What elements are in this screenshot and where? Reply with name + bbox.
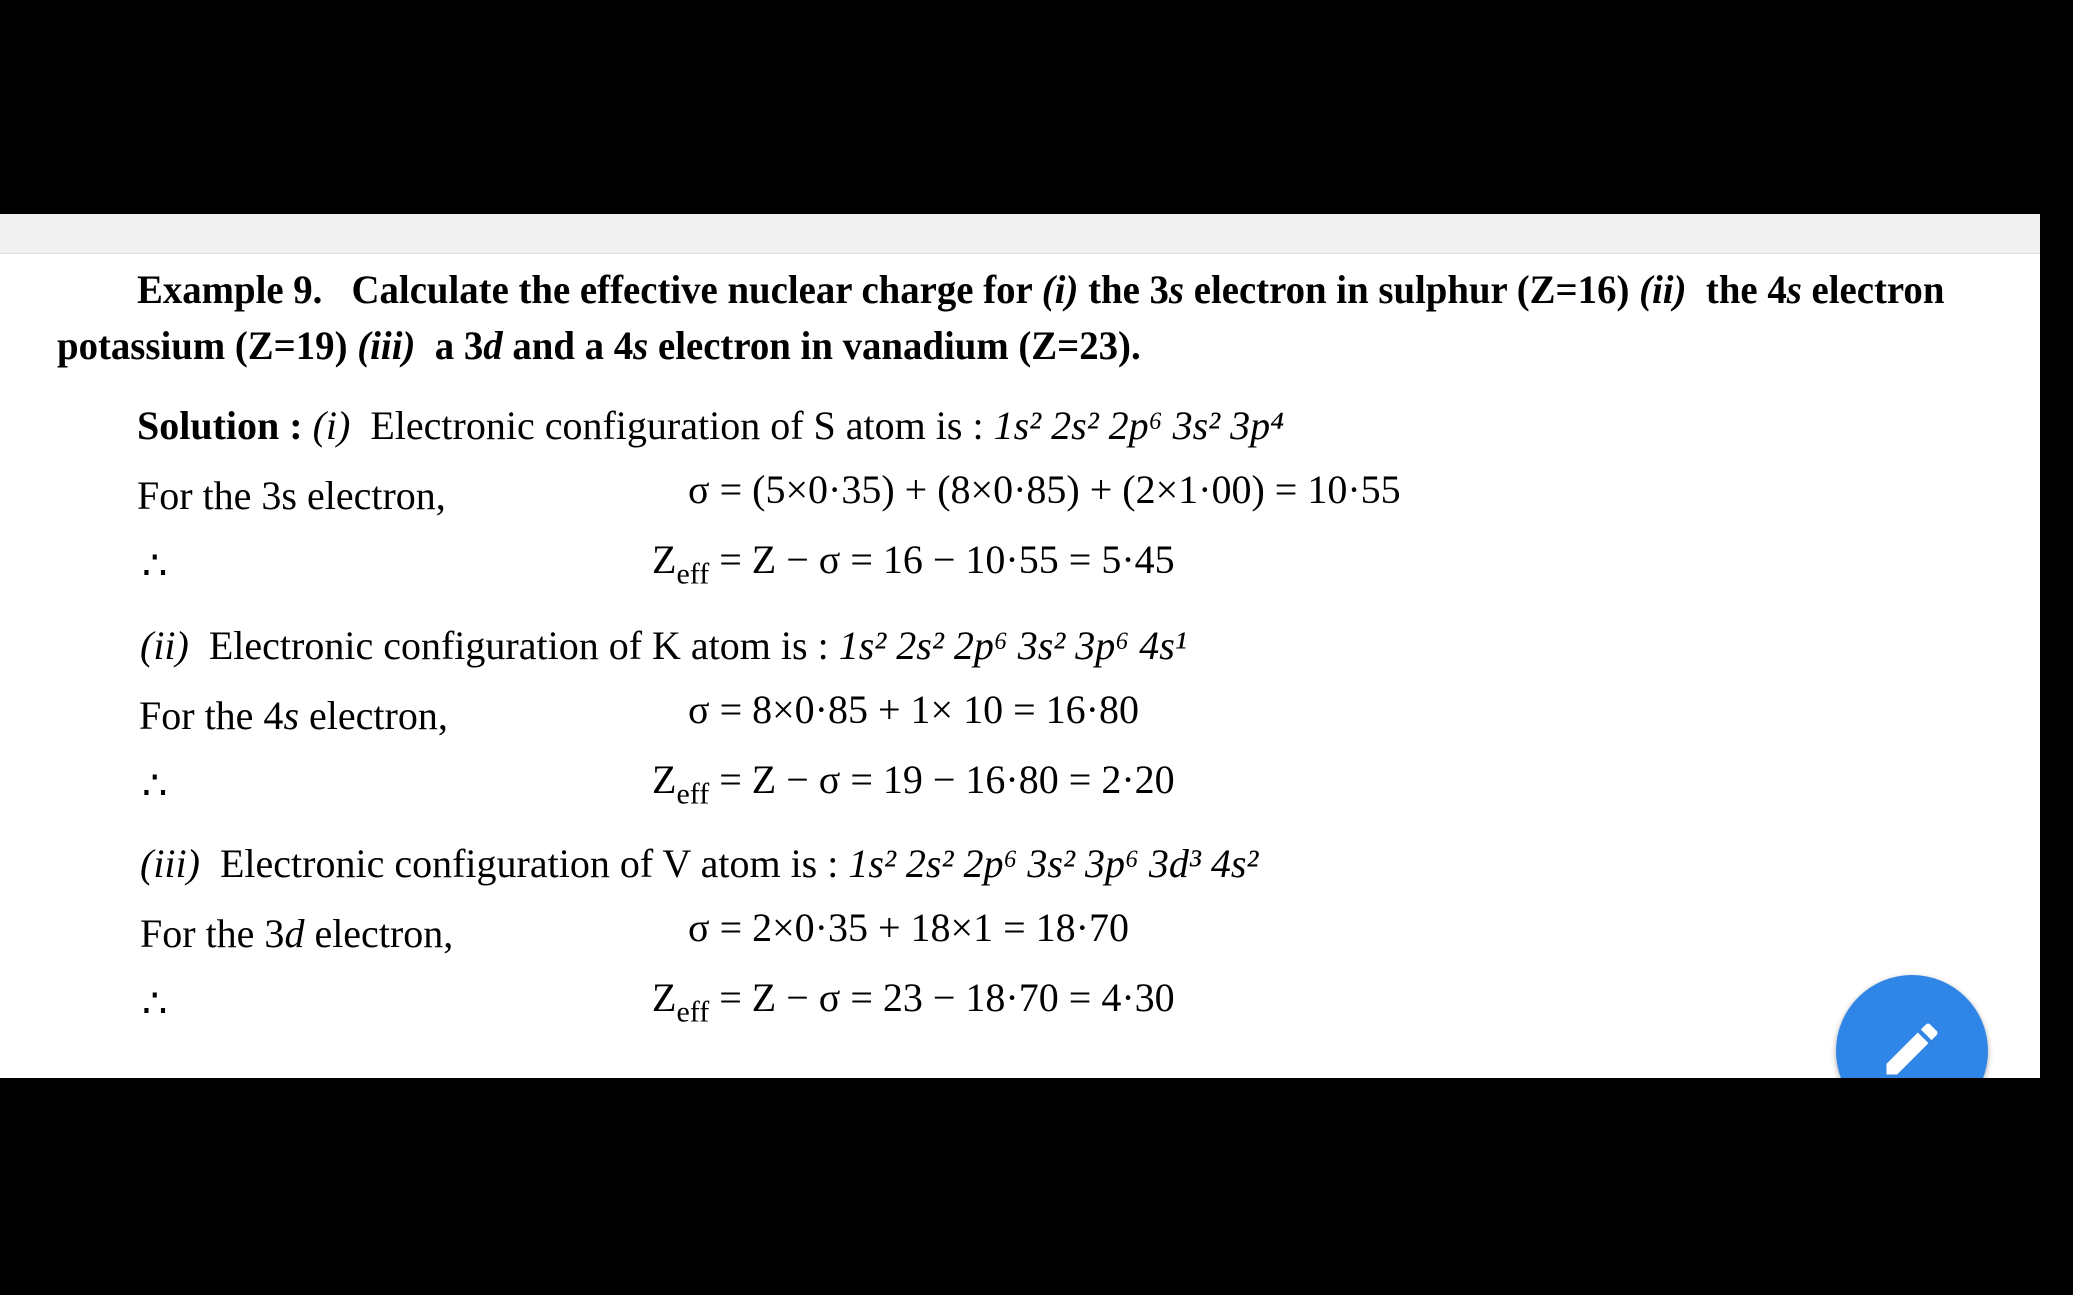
- electron-configuration-k: 1s² 2s² 2p⁶ 3s² 3p⁶ 4s¹: [838, 623, 1187, 668]
- solution-part-ii-config: (ii) Electronic configuration of K atom is : 1s² 2s² 2p⁶ 3s² 3p⁶ 4s¹: [140, 623, 1187, 668]
- for-3s-electron-label: For the 3s electron,: [137, 473, 446, 518]
- sigma-equation-ii: σ = 8×0·85 + 1× 10 = 16·80: [688, 687, 1139, 732]
- solution-part-iii-config: (iii) Electronic configuration of V atom is : 1s² 2s² 2p⁶ 3s² 3p⁶ 3d³ 4s²: [140, 841, 1259, 886]
- question-text: Calculate the effective nuclear charge for (i) the 3s electron in sulphur (Z=16) (ii) the 4s electron: [351, 267, 1945, 312]
- zeff-equation-ii: $Z_{eff} = Z - \sigma = 19 - 16\cdot 80 = 2\cdot 20$: [652, 757, 1175, 811]
- zeff-equation-i: $Z_{eff} = Z - \sigma = 16 - 10\cdot 55 = 5\cdot 45$: [652, 537, 1175, 591]
- example-heading: Example 9.: [137, 267, 323, 312]
- bottom-letterbox: [0, 1078, 2073, 1295]
- therefore-symbol: ∴: [142, 763, 168, 808]
- electron-configuration-v: 1s² 2s² 2p⁶ 3s² 3p⁶ 3d³ 4s²: [848, 841, 1259, 886]
- electron-configuration-s: 1s² 2s² 2p⁶ 3s² 3p⁴: [993, 403, 1285, 448]
- sigma-equation-iii: σ = 2×0·35 + 18×1 = 18·70: [688, 905, 1129, 950]
- therefore-symbol: ∴: [142, 543, 168, 588]
- document-image: [0, 214, 2040, 1078]
- zeff-equation-iii: $Z_{eff} = Z - \sigma = 23 - 18\cdot 70 = 4\cdot 30$: [652, 975, 1175, 1029]
- for-3d-electron-label: For the 3d electron,: [140, 911, 454, 956]
- for-4s-electron-label: For the 4s electron,: [139, 693, 448, 738]
- solution-part-i-config: Solution : (i) Electronic configuration of S atom is : 1s² 2s² 2p⁶ 3s² 3p⁴: [137, 403, 1285, 448]
- example-question-line-2: potassium (Z=19) (iii) a 3d and a 4s electron in vanadium (Z=23).: [57, 323, 1141, 368]
- page-top-bar: [0, 214, 2040, 254]
- example-question-line-1: [137, 267, 1945, 312]
- sigma-equation-i: σ = (5×0·35) + (8×0·85) + (2×1·00) = 10·55: [688, 467, 1401, 512]
- therefore-symbol: ∴: [142, 981, 168, 1026]
- solution-label: Solution :: [137, 403, 303, 448]
